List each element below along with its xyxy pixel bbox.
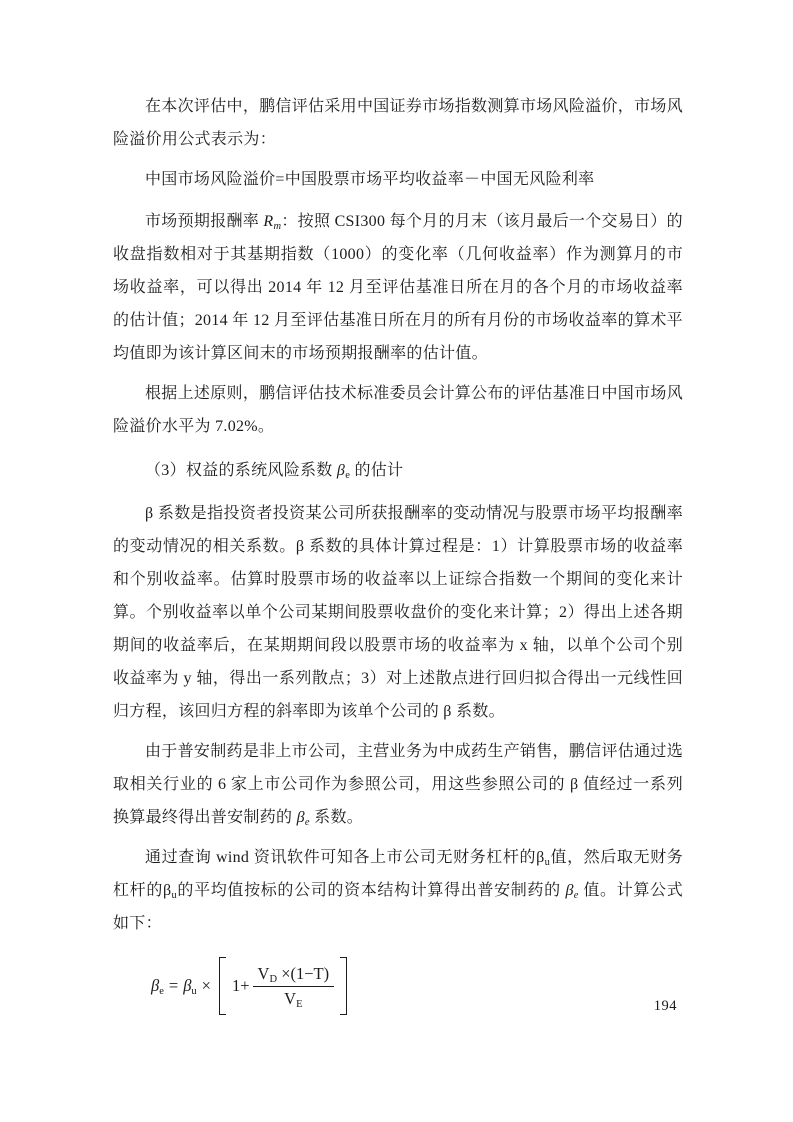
variable-beta-e-subscript: e [159,986,164,997]
page-number: 194 [653,998,677,1014]
paragraph-wind-software [113,841,683,940]
paragraph-beta-definition [113,497,683,728]
right-bracket [340,957,347,1015]
left-bracket [219,957,226,1015]
variable-beta-u-subscript: u [191,986,197,997]
variable-beta-e-subscript: e [304,817,310,828]
paragraph-text: 由于普安制药是非上市公司，主营业务为中成药生产销售，鹏信评估通过选取相关行业的 6 家上市公司作为参照公司，用这些参照公司的 β 值经过一系列换算最终得出普安制药的 [113,743,683,826]
paragraph-text: ：按照 CSI300 每个月的月末（该月最后一个交易日）的收盘指数相对于其基期指数（1000）的变化率（几何收益率）作为测算月的市场收益率，可以得出 2014 年 12 月至评估基准日所在月的各个月的市场收益率的估计值；2014 年 12 月至评估基准日所在月的所有月份的市场收益率的算术平均值即为该计算区间末的市场预期报酬率的估计值。 [113,213,683,362]
formula-text: 中国市场风险溢价=中国股票市场平均收益率－中国无风险利率 [145,171,595,188]
equals-sign: = [168,976,179,995]
paragraph-risk-premium-intro [113,90,683,156]
variable-beta-u: β [536,849,545,866]
variable-beta-e: β [336,462,346,479]
variable-vd: V [257,963,270,983]
bracket-contents [226,964,340,1009]
variable-beta-e: β [151,976,160,995]
paragraph-text: 通过查询 wind 资讯软件可知各上市公司无财务杠杆的 [145,849,537,866]
fraction-numerator [253,964,335,987]
variable-beta-e: β [296,809,305,826]
one-plus-term: 1+ [231,976,250,995]
paragraph-text: 的平均值按标的公司的资本结构计算得出普安制药的 [177,882,566,899]
formula-lhs [151,976,164,996]
document-page [113,90,683,1018]
variable-beta-u-subscript: u [171,890,178,901]
paragraph-comparable-companies [113,735,683,834]
paragraph-text: 值。计算公式如下： [113,882,683,932]
paragraph-text: β 系数是指投资者投资某公司所获报酬率的变动情况与股票市场平均报酬率的变动情况的相关系数。β 系数的具体计算过程是：1）计算股票市场的收益率和个别收益率。估算时股票市场的收益率以上证综合指数一个期间的变化来计算。个别收益率以单个公司某期间股票收盘价的变化来计算；2）得出上述各期期间的收益率后，在某期期间段以股票市场的收益率为 x 轴，以单个公司个别收益率为 y 轴，得出一系列散点；3）对上述散点进行回归拟合得出一元线性回归方程，该回归方程的斜率即为该单个公司的 β 系数。 [113,505,683,720]
market-risk-premium-formula [113,163,683,196]
variable-beta-u-subscript: u [544,857,551,868]
variable-rm: R [263,213,274,230]
variable-beta-u: β [163,882,172,899]
variable-vd-subscript: D [269,973,278,985]
variable-beta-u: β [183,976,192,995]
variable-ve-subscript: E [296,998,303,1010]
paragraph-text: 值，然后取无财务杠杆的 [113,849,684,899]
paragraph-text: 系数。 [309,809,364,826]
paragraph-text: 根据上述原则，鹏信评估技术标准委员会计算公布的评估基准日中国市场风险溢价水平为 7.02%。 [113,385,683,435]
fraction-denominator [284,987,302,1009]
paragraph-expected-market-return [113,205,683,370]
paragraph-premium-result [113,377,683,443]
variable-rm-subscript: m [273,221,282,232]
formula-rhs-beta [183,976,196,996]
numerator-rest: ×(1−T) [277,963,330,983]
variable-ve: V [284,988,297,1008]
heading-text: 的估计 [350,462,404,479]
variable-beta-e-subscript: e [573,890,579,901]
variable-beta-e: β [565,882,574,899]
paragraph-text: 市场预期报酬率 [145,213,264,230]
heading-text: （3）权益的系统风险系数 [145,462,337,479]
variable-beta-e-subscript: e [345,470,351,481]
multiply-sign: × [201,976,211,995]
fraction [253,964,335,1009]
paragraph-text: 在本次评估中，鹏信评估采用中国证券市场指数测算市场风险溢价，市场风险溢价用公式表示为： [113,98,683,148]
beta-conversion-formula [151,954,683,1018]
section-heading-beta-estimation [113,454,683,487]
